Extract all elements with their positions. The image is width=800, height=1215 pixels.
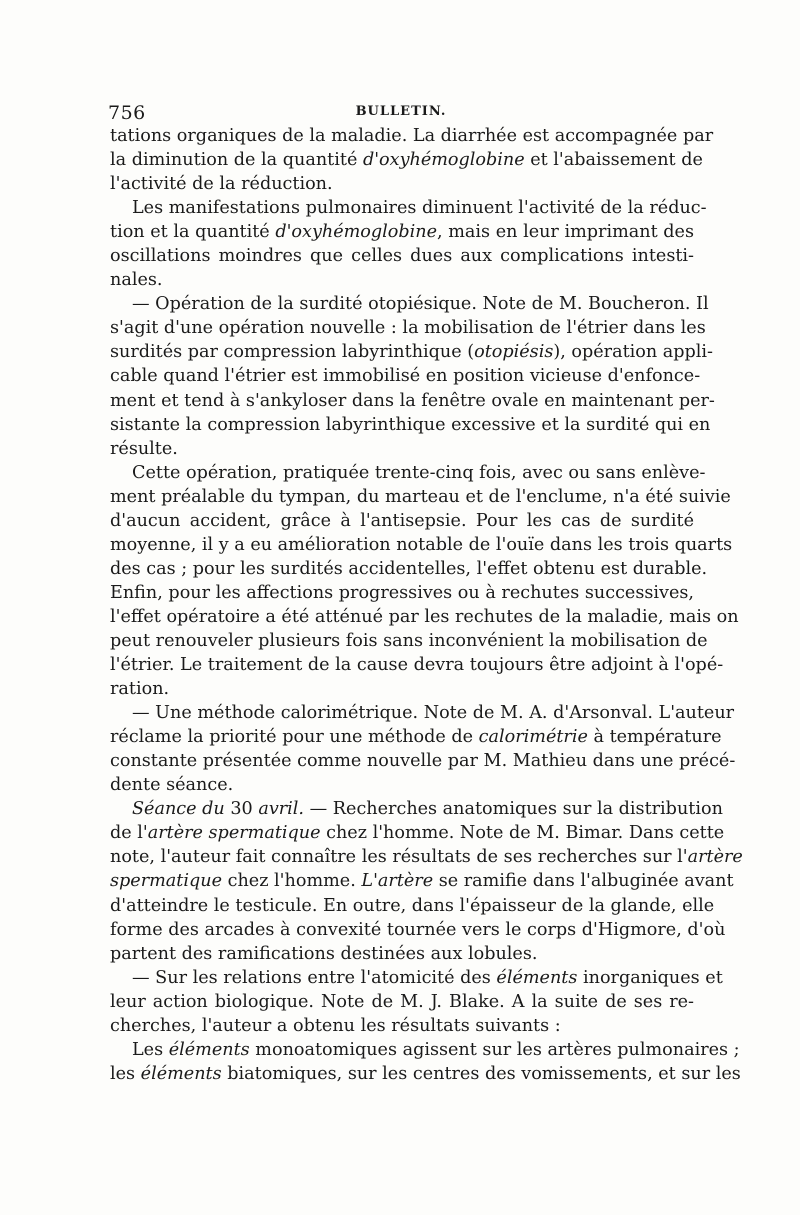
text-run: — Recherches anatomiques sur la distribution — [304, 799, 723, 820]
text-run: tations organiques de la maladie. La diarrhée est accompagnée par — [110, 126, 714, 146]
text-line — [110, 316, 706, 340]
text-run: inorganiques et — [577, 967, 723, 988]
text-line — [110, 1038, 740, 1062]
text-line — [110, 292, 709, 316]
text-line — [110, 437, 694, 461]
text-run: surdités par compression labyrinthique ( — [110, 342, 475, 363]
text-line — [110, 966, 723, 990]
text-run: leur action biologique. Note de M. J. Blake. A la suite de ses re- — [110, 991, 694, 1012]
text-line — [110, 509, 694, 533]
text-line — [110, 196, 707, 220]
text-line — [110, 557, 708, 581]
text-line — [110, 990, 694, 1014]
text-run: note, l'auteur fait connaître les résultats de ses recherches sur l' — [110, 847, 688, 868]
text-line — [110, 340, 714, 364]
text-run: à température — [587, 727, 722, 748]
text-line — [110, 485, 731, 509]
text-run: et l'abaissement de — [524, 150, 703, 171]
text-run: les — [110, 1063, 141, 1084]
text-run: ration. — [110, 679, 170, 700]
italic-term: otopiésis — [474, 342, 554, 363]
text-line — [110, 268, 694, 292]
italic-term: spermatique — [110, 871, 222, 892]
text-run: , mais en leur imprimant des — [437, 222, 694, 243]
text-line — [110, 220, 694, 244]
page-header — [108, 96, 694, 124]
body-text — [110, 124, 743, 1086]
text-run: peut renouveler plusieurs fois sans inconvénient la mobilisation de — [110, 630, 708, 651]
italic-term: éléments — [140, 1063, 222, 1084]
italic-term: L'artère — [361, 871, 434, 892]
text-line — [110, 894, 715, 918]
text-line — [110, 869, 734, 893]
text-run: oscillations moindres que celles dues aux complications intesti- — [110, 246, 694, 267]
text-run: d'atteindre le testicule. En outre, dans l'épaisseur de la glande, elle — [110, 895, 715, 916]
text-run: chez l'homme. — [222, 871, 362, 892]
text-run: — Opération de la surdité otopiésique. Note de M. Boucheron. Il — [132, 294, 709, 315]
text-line — [110, 389, 715, 413]
italic-term: artère spermatique — [147, 823, 321, 844]
text-run: la diminution de la quantité — [110, 150, 363, 171]
text-run: des cas ; pour les surdités accidentelles, l'effet obtenu est durable. — [110, 558, 708, 579]
text-line — [110, 942, 694, 966]
italic-term: artère — [687, 847, 743, 868]
text-run: d'aucun accident, grâce à l'antisepsie. Pour les cas de surdité — [110, 510, 694, 531]
text-run: Enfin, pour les affections progressives ou à rechutes successives, — [110, 582, 694, 603]
italic-term: calorimétrie — [478, 727, 588, 748]
text-run: biatomiques, sur les centres des vomissements, et sur les — [221, 1063, 741, 1084]
text-run: l'activité de la réduction. — [110, 174, 333, 195]
text-run: nales. — [110, 270, 163, 291]
text-line — [110, 725, 722, 749]
page-number: 756 — [108, 102, 146, 124]
text-run: l'étrier. Le traitement de la cause devra toujours être adjoint à l'opé- — [110, 655, 724, 676]
text-run: — Sur les relations entre l'atomicité des — [132, 967, 497, 988]
text-run: forme des arcades à convexité tournée vers le corps d'Higmore, d'où — [110, 919, 726, 940]
text-line — [110, 653, 724, 677]
text-line — [110, 581, 694, 605]
text-run: tion et la quantité — [110, 222, 276, 243]
text-line — [110, 364, 701, 388]
text-run: dente séance. — [110, 775, 234, 796]
text-run: — Une méthode calorimétrique. Note de M. A. d'Arsonval. L'auteur — [132, 703, 735, 724]
text-line — [110, 148, 703, 172]
text-line — [110, 461, 706, 485]
italic-term: d'oxyhémoglobine — [275, 222, 438, 243]
italic-term: d'oxyhémoglobine — [362, 150, 525, 171]
text-line — [110, 918, 726, 942]
text-run: ment préalable du tympan, du marteau et de l'enclume, n'a été suivie — [110, 486, 731, 507]
text-line — [110, 1014, 694, 1038]
text-line — [110, 244, 694, 268]
text-run: ), opération appli- — [553, 342, 714, 363]
text-run: sistante la compression labyrinthique excessive et la surdité qui en — [110, 414, 711, 435]
text-run: partent des ramifications destinées aux lobules. — [110, 943, 538, 964]
text-run: constante présentée comme nouvelle par M. Mathieu dans une précé- — [110, 751, 736, 772]
text-run: se ramifie dans l'albuginée avant — [433, 871, 734, 892]
text-line — [110, 821, 725, 845]
text-line — [110, 677, 694, 701]
text-run: ment et tend à s'ankyloser dans la fenêtre ovale en maintenant per- — [110, 390, 715, 411]
text-run: chez l'homme. Note de M. Bimar. Dans cette — [320, 823, 725, 844]
italic-term: éléments — [168, 1039, 250, 1060]
text-run: s'agit d'une opération nouvelle : la mobilisation de l'étrier dans les — [110, 318, 706, 339]
text-run: cherches, l'auteur a obtenu les résultats suivants : — [110, 1015, 561, 1036]
text-line — [110, 413, 711, 437]
text-line — [110, 1062, 741, 1086]
text-line — [110, 629, 708, 653]
text-run: monoatomiques agissent sur les artères pulmonaires ; — [249, 1039, 740, 1060]
text-run: Les manifestations pulmonaires diminuent l'activité de la réduc- — [132, 198, 707, 219]
text-line — [110, 749, 736, 773]
running-title: BULLETIN. — [355, 104, 447, 119]
text-line — [110, 124, 714, 148]
text-run: réclame la priorité pour une méthode de — [110, 727, 479, 748]
text-run: 30 — [224, 799, 259, 820]
text-run: résulte. — [110, 438, 178, 459]
text-line — [110, 773, 694, 797]
italic-term: éléments — [496, 967, 578, 988]
text-run: Les — [132, 1039, 169, 1060]
text-line — [110, 172, 694, 196]
text-line — [110, 845, 743, 869]
text-line — [110, 797, 723, 821]
text-line — [110, 605, 739, 629]
text-run: de l' — [110, 823, 148, 844]
text-run: cable quand l'étrier est immobilisé en position vicieuse d'enfonce- — [110, 366, 701, 387]
text-line — [110, 533, 733, 557]
text-run: Cette opération, pratiquée trente-cinq fois, avec ou sans enlève- — [132, 462, 706, 483]
text-run: moyenne, il y a eu amélioration notable de l'ouïe dans les trois quarts — [110, 534, 733, 555]
text-run: l'effet opératoire a été atténué par les rechutes de la maladie, mais on — [110, 606, 739, 627]
text-line — [110, 701, 735, 725]
italic-term: avril. — [258, 799, 305, 820]
italic-term: Séance du — [132, 799, 225, 820]
